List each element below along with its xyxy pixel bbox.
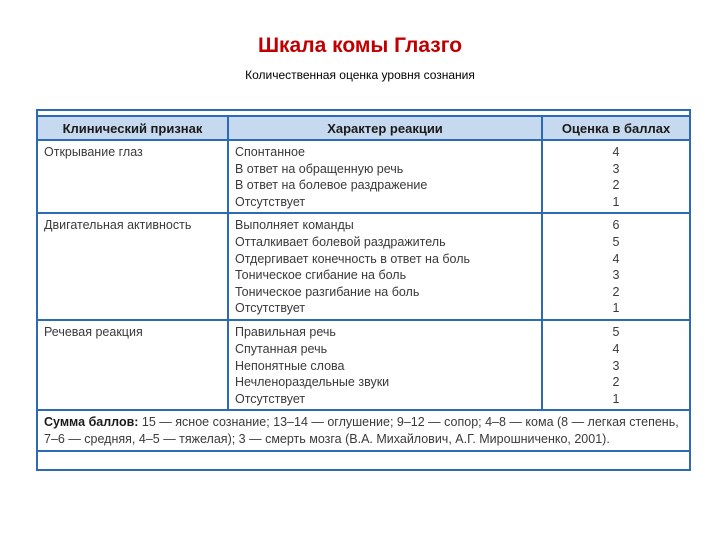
table-row-verbal-response (38, 320, 689, 410)
reaction-cell (228, 213, 542, 320)
score-cell (542, 213, 689, 320)
glasgow-coma-table (38, 115, 689, 452)
reaction-item: В ответ на обращенную речь (235, 161, 404, 176)
reaction-cell (228, 320, 542, 410)
reaction-item: Тоническое сгибание на боль (235, 268, 407, 283)
reaction-item: Правильная речь (235, 325, 336, 340)
score-value: 2 (612, 284, 620, 299)
sign-cell: Речевая реакция (38, 320, 228, 410)
reaction-item: Отсутствует (235, 194, 306, 209)
glasgow-table-frame (36, 109, 691, 471)
score-value: 5 (612, 234, 620, 249)
score-value: 1 (612, 194, 620, 209)
reaction-item: Нечленораздельные звуки (235, 375, 390, 390)
header-reaction-type: Характер реакции (228, 116, 542, 140)
reaction-item: Выполняет команды (235, 218, 354, 233)
page-subtitle: Количественная оценка уровня сознания (245, 68, 475, 82)
header-clinical-sign: Клинический признак (38, 116, 228, 140)
reaction-item: Отталкивает болевой раздражитель (235, 234, 446, 249)
score-value: 4 (612, 341, 620, 356)
table-row-motor-activity (38, 213, 689, 320)
summary-label: Сумма баллов: (44, 415, 139, 430)
score-value: 3 (612, 161, 620, 176)
summary-cell (38, 410, 689, 450)
score-value: 2 (612, 375, 620, 390)
sign-cell: Открывание глаз (38, 140, 228, 213)
score-value: 5 (612, 325, 620, 340)
reaction-item: Спутанная речь (235, 341, 328, 356)
reaction-item: Отсутствует (235, 391, 306, 406)
score-value: 3 (612, 268, 620, 283)
table-header-row (38, 116, 689, 140)
score-value: 4 (612, 145, 620, 159)
score-cell (542, 140, 689, 213)
score-value: 2 (612, 178, 620, 193)
score-value: 1 (612, 391, 620, 406)
page-title: Шкала комы Глазго (257, 34, 463, 57)
reaction-item: Отдергивает конечность в ответ на боль (235, 251, 471, 266)
summary-text: 15 — ясное сознание; 13–14 — оглушение; 9–12 — сопор; 4–8 — кома (8 — легкая степень, 7–6 — средняя, 4–5 — тяжелая); 3 — смерть мозга (В.А. Михайлович, А.Г. Мирошниченко, 2001). (44, 415, 679, 446)
score-value: 6 (612, 218, 620, 233)
reaction-item: Отсутствует (235, 301, 306, 316)
reaction-cell (228, 140, 542, 213)
score-cell (542, 320, 689, 410)
table-row-summary (38, 410, 689, 450)
score-value: 3 (612, 358, 620, 373)
reaction-item: Непонятные слова (235, 358, 345, 373)
header-score: Оценка в баллах (542, 116, 689, 140)
reaction-item: В ответ на болевое раздражение (235, 178, 428, 193)
reaction-item: Тоническое разгибание на боль (235, 284, 420, 299)
table-row-eye-opening (38, 140, 689, 213)
sign-cell: Двигательная активность (38, 213, 228, 320)
reaction-item: Спонтанное (235, 145, 305, 159)
score-value: 1 (612, 301, 620, 316)
score-value: 4 (612, 251, 620, 266)
